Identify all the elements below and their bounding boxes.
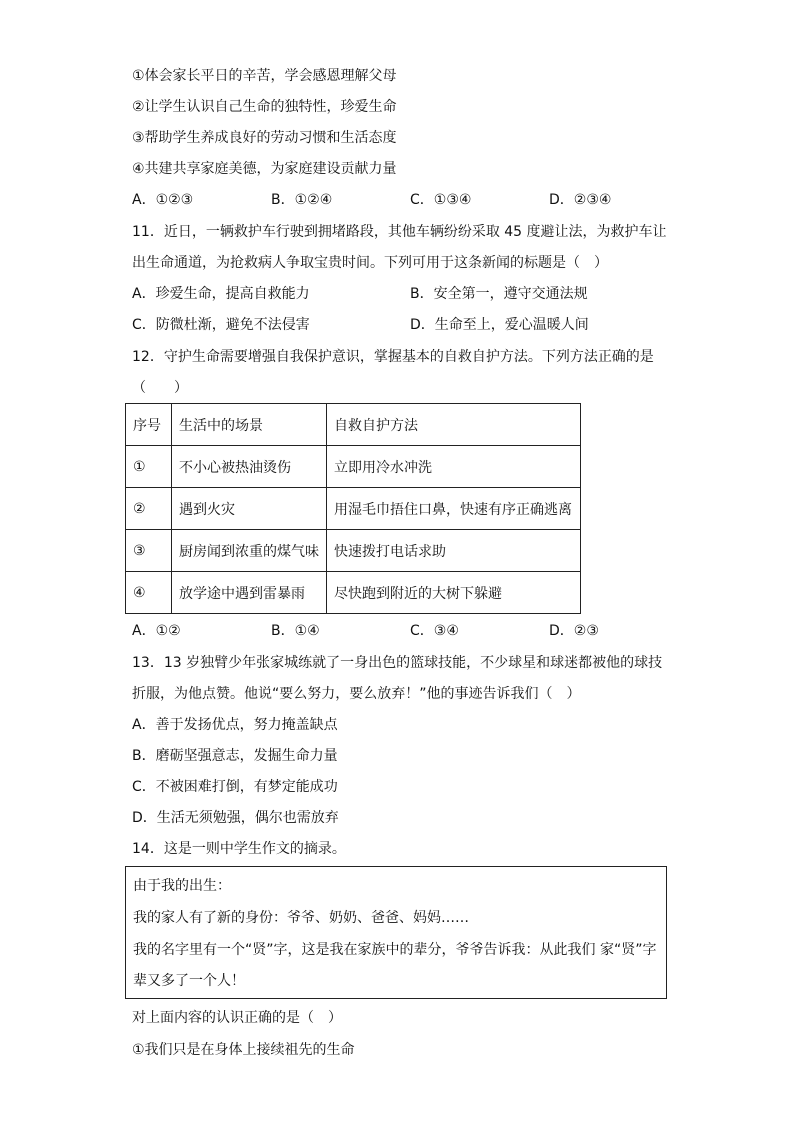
row-method: 快速拨打电话求助	[327, 530, 581, 572]
q13-option-d[interactable]: D．生活无须勉强，偶尔也需放弃	[132, 810, 339, 826]
excerpt-line: 我的家人有了新的身份：爷爷、奶奶、爸爸、妈妈……	[133, 910, 469, 926]
q10-option-b[interactable]: B．①②④	[271, 192, 333, 208]
q12-option-d[interactable]: D．②③	[549, 623, 599, 639]
q13-stem-line2: 折服，为他点赞。他说“要么努力，要么放弃！”他的事迹告诉我们（ ）	[132, 686, 581, 702]
row-method: 用湿毛巾捂住口鼻，快速有序正确逃离	[327, 488, 581, 530]
q11-option-c[interactable]: C．防微杜渐，避免不法侵害	[132, 317, 310, 333]
intro-item-2: ②让学生认识自己生命的独特性，珍爱生命	[132, 99, 397, 115]
excerpt-line: 辈又多了一个人！	[133, 973, 245, 989]
table-header-row	[126, 404, 581, 446]
excerpt-line: 我的名字里有一个“贤”字，这是我在家族中的辈分，爷爷告诉我：从此我们 家“贤”字	[133, 942, 657, 958]
q12-stem-line1: 12．守护生命需要增强自我保护意识，掌握基本的自救自护方法。下列方法正确的是	[132, 349, 654, 365]
intro-item-1: ①体会家长平日的辛苦，学会感恩理解父母	[132, 68, 397, 84]
row-index: ②	[126, 488, 172, 530]
table-row	[126, 446, 581, 488]
q13-option-a[interactable]: A．善于发扬优点，努力掩盖缺点	[132, 717, 338, 733]
row-scene: 遇到火灾	[172, 488, 327, 530]
header-method: 自救自护方法	[327, 404, 581, 446]
row-scene: 厨房闻到浓重的煤气味	[172, 530, 327, 572]
q10-option-d[interactable]: D．②③④	[549, 192, 612, 208]
q12-table	[125, 403, 581, 614]
q13-stem-line1: 13．13 岁独臂少年张家城练就了一身出色的篮球技能，不少球星和球迷都被他的球技	[132, 655, 663, 671]
q10-options	[132, 190, 692, 210]
q10-option-a[interactable]: A．①②③	[132, 192, 194, 208]
q11-option-a[interactable]: A．珍爱生命，提高自救能力	[132, 286, 310, 302]
table-row	[126, 530, 581, 572]
intro-item-4: ④共建共享家庭美德，为家庭建设贡献力量	[132, 161, 397, 177]
q12-option-b[interactable]: B．①④	[271, 623, 320, 639]
row-scene: 放学途中遇到雷暴雨	[172, 572, 327, 614]
q14-question: 对上面内容的认识正确的是（ ）	[132, 1010, 342, 1026]
intro-item-3: ③帮助学生养成良好的劳动习惯和生活态度	[132, 130, 397, 146]
q13-option-b[interactable]: B．磨砺坚强意志，发掘生命力量	[132, 748, 338, 764]
row-index: ①	[126, 446, 172, 488]
row-method: 立即用冷水冲洗	[327, 446, 581, 488]
header-scene: 生活中的场景	[172, 404, 327, 446]
q11-option-d[interactable]: D．生命至上，爱心温暖人间	[410, 317, 589, 333]
q13-option-c[interactable]: C．不被困难打倒，有梦定能成功	[132, 779, 338, 795]
q12-options	[132, 621, 692, 641]
q14-excerpt-box	[125, 866, 667, 999]
excerpt-line: 由于我的出生：	[133, 878, 231, 894]
table-row	[126, 488, 581, 530]
q11-stem-line2: 出生命通道，为抢救病人争取宝贵时间。下列可用于这条新闻的标题是（ ）	[132, 255, 608, 271]
row-scene: 不小心被热油烫伤	[172, 446, 327, 488]
q10-option-c[interactable]: C．①③④	[410, 192, 472, 208]
header-index: 序号	[126, 404, 172, 446]
row-index: ④	[126, 572, 172, 614]
q11-stem-line1: 11．近日，一辆救护车行驶到拥堵路段，其他车辆纷纷采取 45 度避让法，为救护车让	[132, 224, 667, 240]
q12-option-a[interactable]: A．①②	[132, 623, 181, 639]
q11-options-row2	[132, 315, 692, 335]
row-index: ③	[126, 530, 172, 572]
row-method: 尽快跑到附近的大树下躲避	[327, 572, 581, 614]
q12-option-c[interactable]: C．③④	[410, 623, 459, 639]
q12-stem-line2: （ ）	[132, 380, 188, 396]
table-row	[126, 572, 581, 614]
q14-stem: 14．这是一则中学生作文的摘录。	[132, 841, 346, 857]
q14-item-1: ①我们只是在身体上接续祖先的生命	[132, 1042, 355, 1058]
q11-option-b[interactable]: B．安全第一，遵守交通法规	[410, 286, 588, 302]
q11-options-row1	[132, 284, 692, 304]
